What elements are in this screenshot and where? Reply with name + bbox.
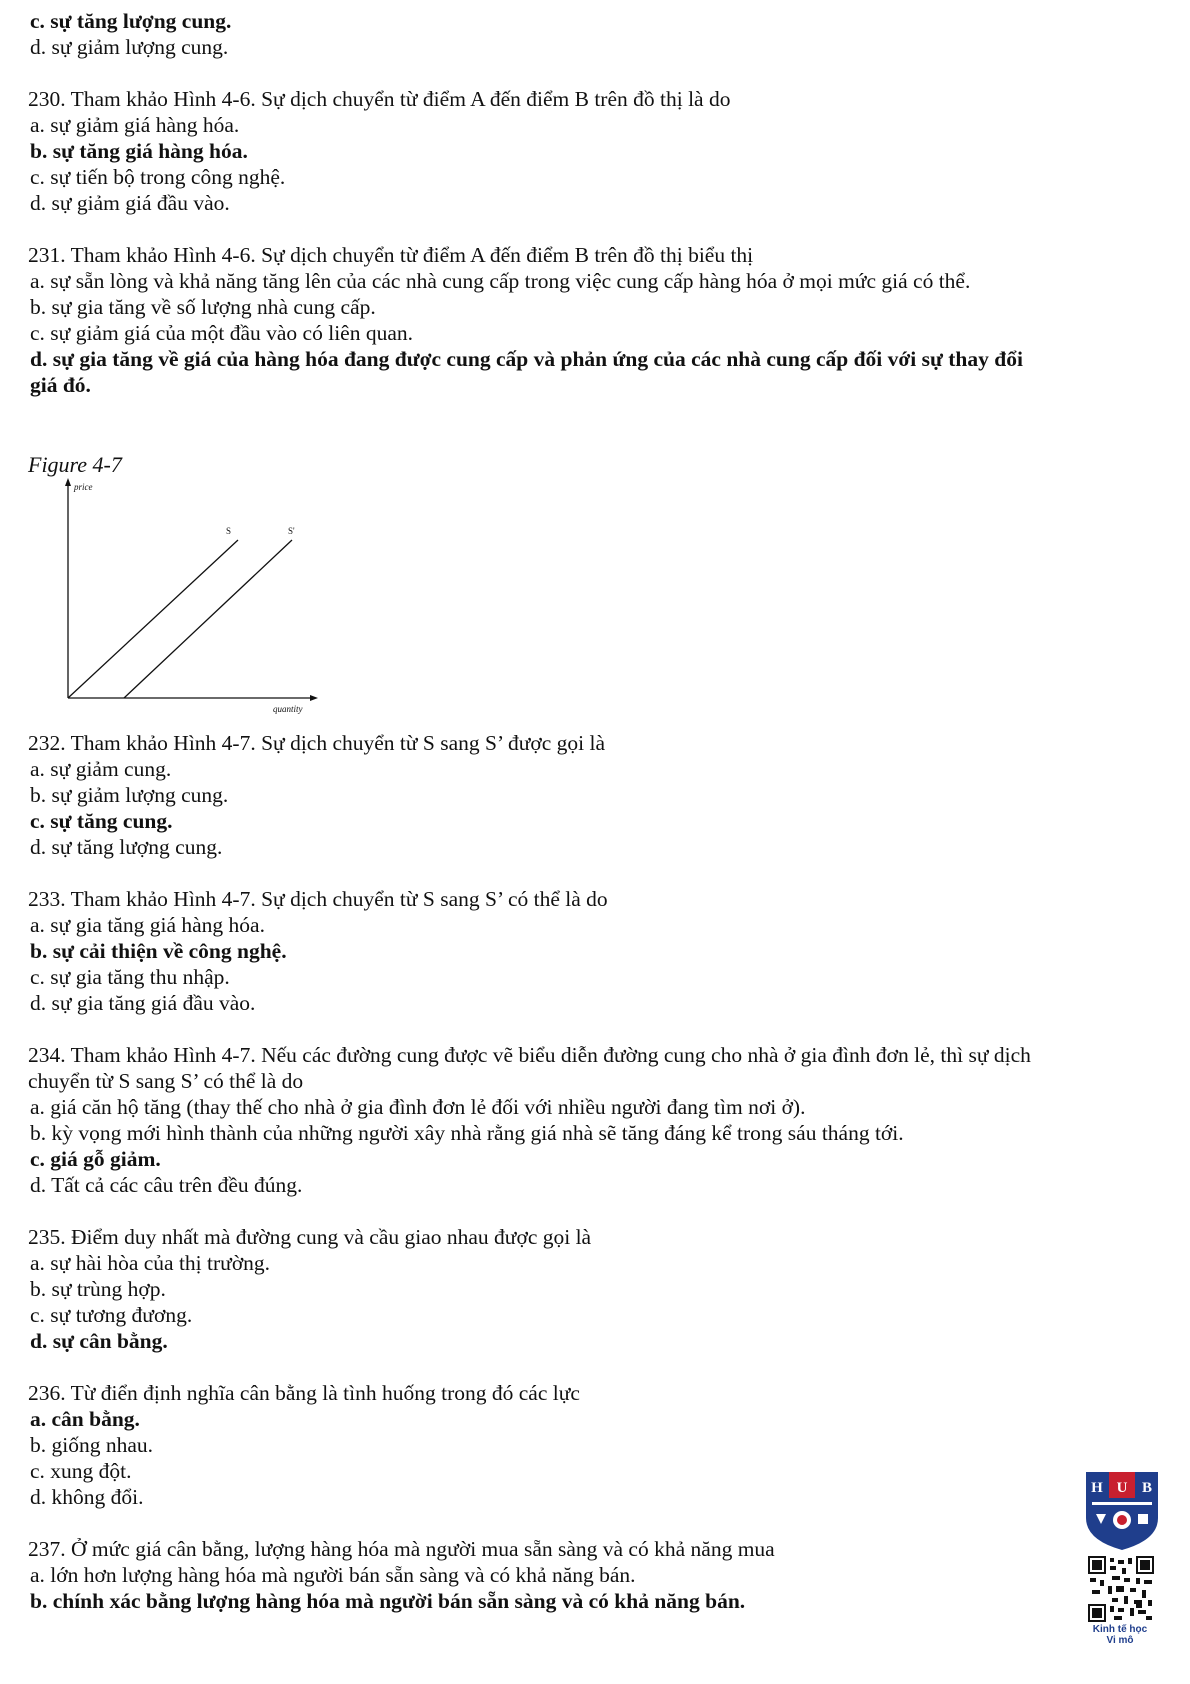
- qr-code: [1088, 1556, 1154, 1622]
- answer-line: b. chính xác bằng lượng hàng hóa mà người bán sẵn sàng và có khả năng bán.: [30, 1589, 746, 1613]
- curve-label-s-prime: S': [288, 526, 295, 536]
- question-236: 236. Từ điển định nghĩa cân bằng là tình huống trong đó các lực: [28, 1381, 580, 1405]
- answer-line: b. sự gia tăng về số lượng nhà cung cấp.: [30, 295, 376, 319]
- answer-line: c. sự tăng cung.: [30, 809, 173, 833]
- answer-line: a. cân bằng.: [30, 1407, 140, 1431]
- question-234: 234. Tham khảo Hình 4-7. Nếu các đường cung được vẽ biểu diễn đường cung cho nhà ở gia đình đơn lẻ, thì sự dịch: [28, 1043, 1031, 1067]
- figure-title: Figure 4-7: [28, 452, 122, 477]
- answer-line: c. xung đột.: [30, 1459, 132, 1483]
- answer-line: d. Tất cả các câu trên đều đúng.: [30, 1173, 303, 1197]
- answer-line: d. sự cân bằng.: [30, 1329, 168, 1353]
- question-232: 232. Tham khảo Hình 4-7. Sự dịch chuyển từ S sang S’ được gọi là: [28, 731, 605, 755]
- answer-line: a. sự hài hòa của thị trường.: [30, 1251, 271, 1275]
- logo-caption: [1070, 1624, 1170, 1646]
- logo-letter-h: H: [1091, 1480, 1103, 1496]
- answer-line: a. sự giảm cung.: [30, 757, 172, 781]
- x-axis-arrow: [310, 695, 318, 701]
- y-axis-label: price: [74, 482, 93, 492]
- supply-curve-s: [68, 540, 238, 698]
- hub-logo: [1082, 1468, 1162, 1552]
- answer-line: d. sự gia tăng về giá của hàng hóa đang được cung cấp và phản ứng của các nhà cung cấp đối với sự thay đổi: [30, 347, 1023, 371]
- answer-line: c. sự tăng lượng cung.: [30, 9, 232, 33]
- logo-letter-u: U: [1116, 1480, 1128, 1496]
- logo-letter-b: B: [1141, 1480, 1153, 1496]
- answer-line: c. sự tiến bộ trong công nghệ.: [30, 165, 286, 189]
- answer-line: b. sự giảm lượng cung.: [30, 783, 229, 807]
- answer-line: b. giống nhau.: [30, 1433, 154, 1457]
- logo-caption-line2: Vi mô: [1106, 1635, 1134, 1646]
- answer-line: d. sự giảm giá đầu vào.: [30, 191, 230, 215]
- answer-line: b. sự cải thiện về công nghệ.: [30, 939, 287, 963]
- answer-line: a. giá căn hộ tăng (thay thế cho nhà ở gia đình đơn lẻ đối với nhiều người đang tìm nơi ở).: [30, 1095, 806, 1119]
- answer-line: b. kỳ vọng mới hình thành của những người xây nhà rằng giá nhà sẽ tăng đáng kể trong sáu tháng tới.: [30, 1121, 904, 1145]
- answer-line: b. sự tăng giá hàng hóa.: [30, 139, 248, 163]
- question-237: 237. Ở mức giá cân bằng, lượng hàng hóa mà người mua sẵn sàng và có khả năng mua: [28, 1537, 775, 1561]
- answer-line: d. sự gia tăng giá đầu vào.: [30, 991, 256, 1015]
- question-231: 231. Tham khảo Hình 4-6. Sự dịch chuyển từ điểm A đến điểm B trên đồ thị biểu thị: [28, 243, 754, 267]
- x-axis-label: quantity: [273, 704, 303, 714]
- answer-line: c. sự tương đương.: [30, 1303, 193, 1327]
- answer-line: b. sự trùng hợp.: [30, 1277, 166, 1301]
- curve-label-s: S: [226, 526, 232, 536]
- answer-line: c. sự gia tăng thu nhập.: [30, 965, 230, 989]
- question-230: 230. Tham khảo Hình 4-6. Sự dịch chuyển từ điểm A đến điểm B trên đồ thị là do: [28, 87, 731, 111]
- supply-figure: [60, 476, 330, 714]
- logo-caption-line1: Kinh tế học: [1092, 1624, 1148, 1635]
- question-234-cont: chuyển từ S sang S’ có thể là do: [28, 1069, 304, 1093]
- answer-line: a. lớn hơn lượng hàng hóa mà người bán sẵn sàng và có khả năng bán.: [30, 1563, 636, 1587]
- answer-line: c. sự giảm giá của một đầu vào có liên quan.: [30, 321, 414, 345]
- answer-line: d. không đổi.: [30, 1485, 144, 1509]
- answer-line: a. sự sẵn lòng và khả năng tăng lên của các nhà cung cấp trong việc cung cấp hàng hóa ở mọi mức giá có thể.: [30, 269, 971, 293]
- question-235: 235. Điểm duy nhất mà đường cung và cầu giao nhau được gọi là: [28, 1225, 592, 1249]
- answer-line: d. sự giảm lượng cung.: [30, 35, 229, 59]
- answer-line: a. sự giảm giá hàng hóa.: [30, 113, 240, 137]
- y-axis-arrow: [65, 478, 71, 486]
- answer-line: giá đó.: [30, 373, 91, 397]
- answer-line: c. giá gỗ giảm.: [30, 1147, 161, 1171]
- supply-curve-s-prime: [124, 540, 292, 698]
- question-233: 233. Tham khảo Hình 4-7. Sự dịch chuyển từ S sang S’ có thể là do: [28, 887, 608, 911]
- answer-line: d. sự tăng lượng cung.: [30, 835, 223, 859]
- answer-line: a. sự gia tăng giá hàng hóa.: [30, 913, 265, 937]
